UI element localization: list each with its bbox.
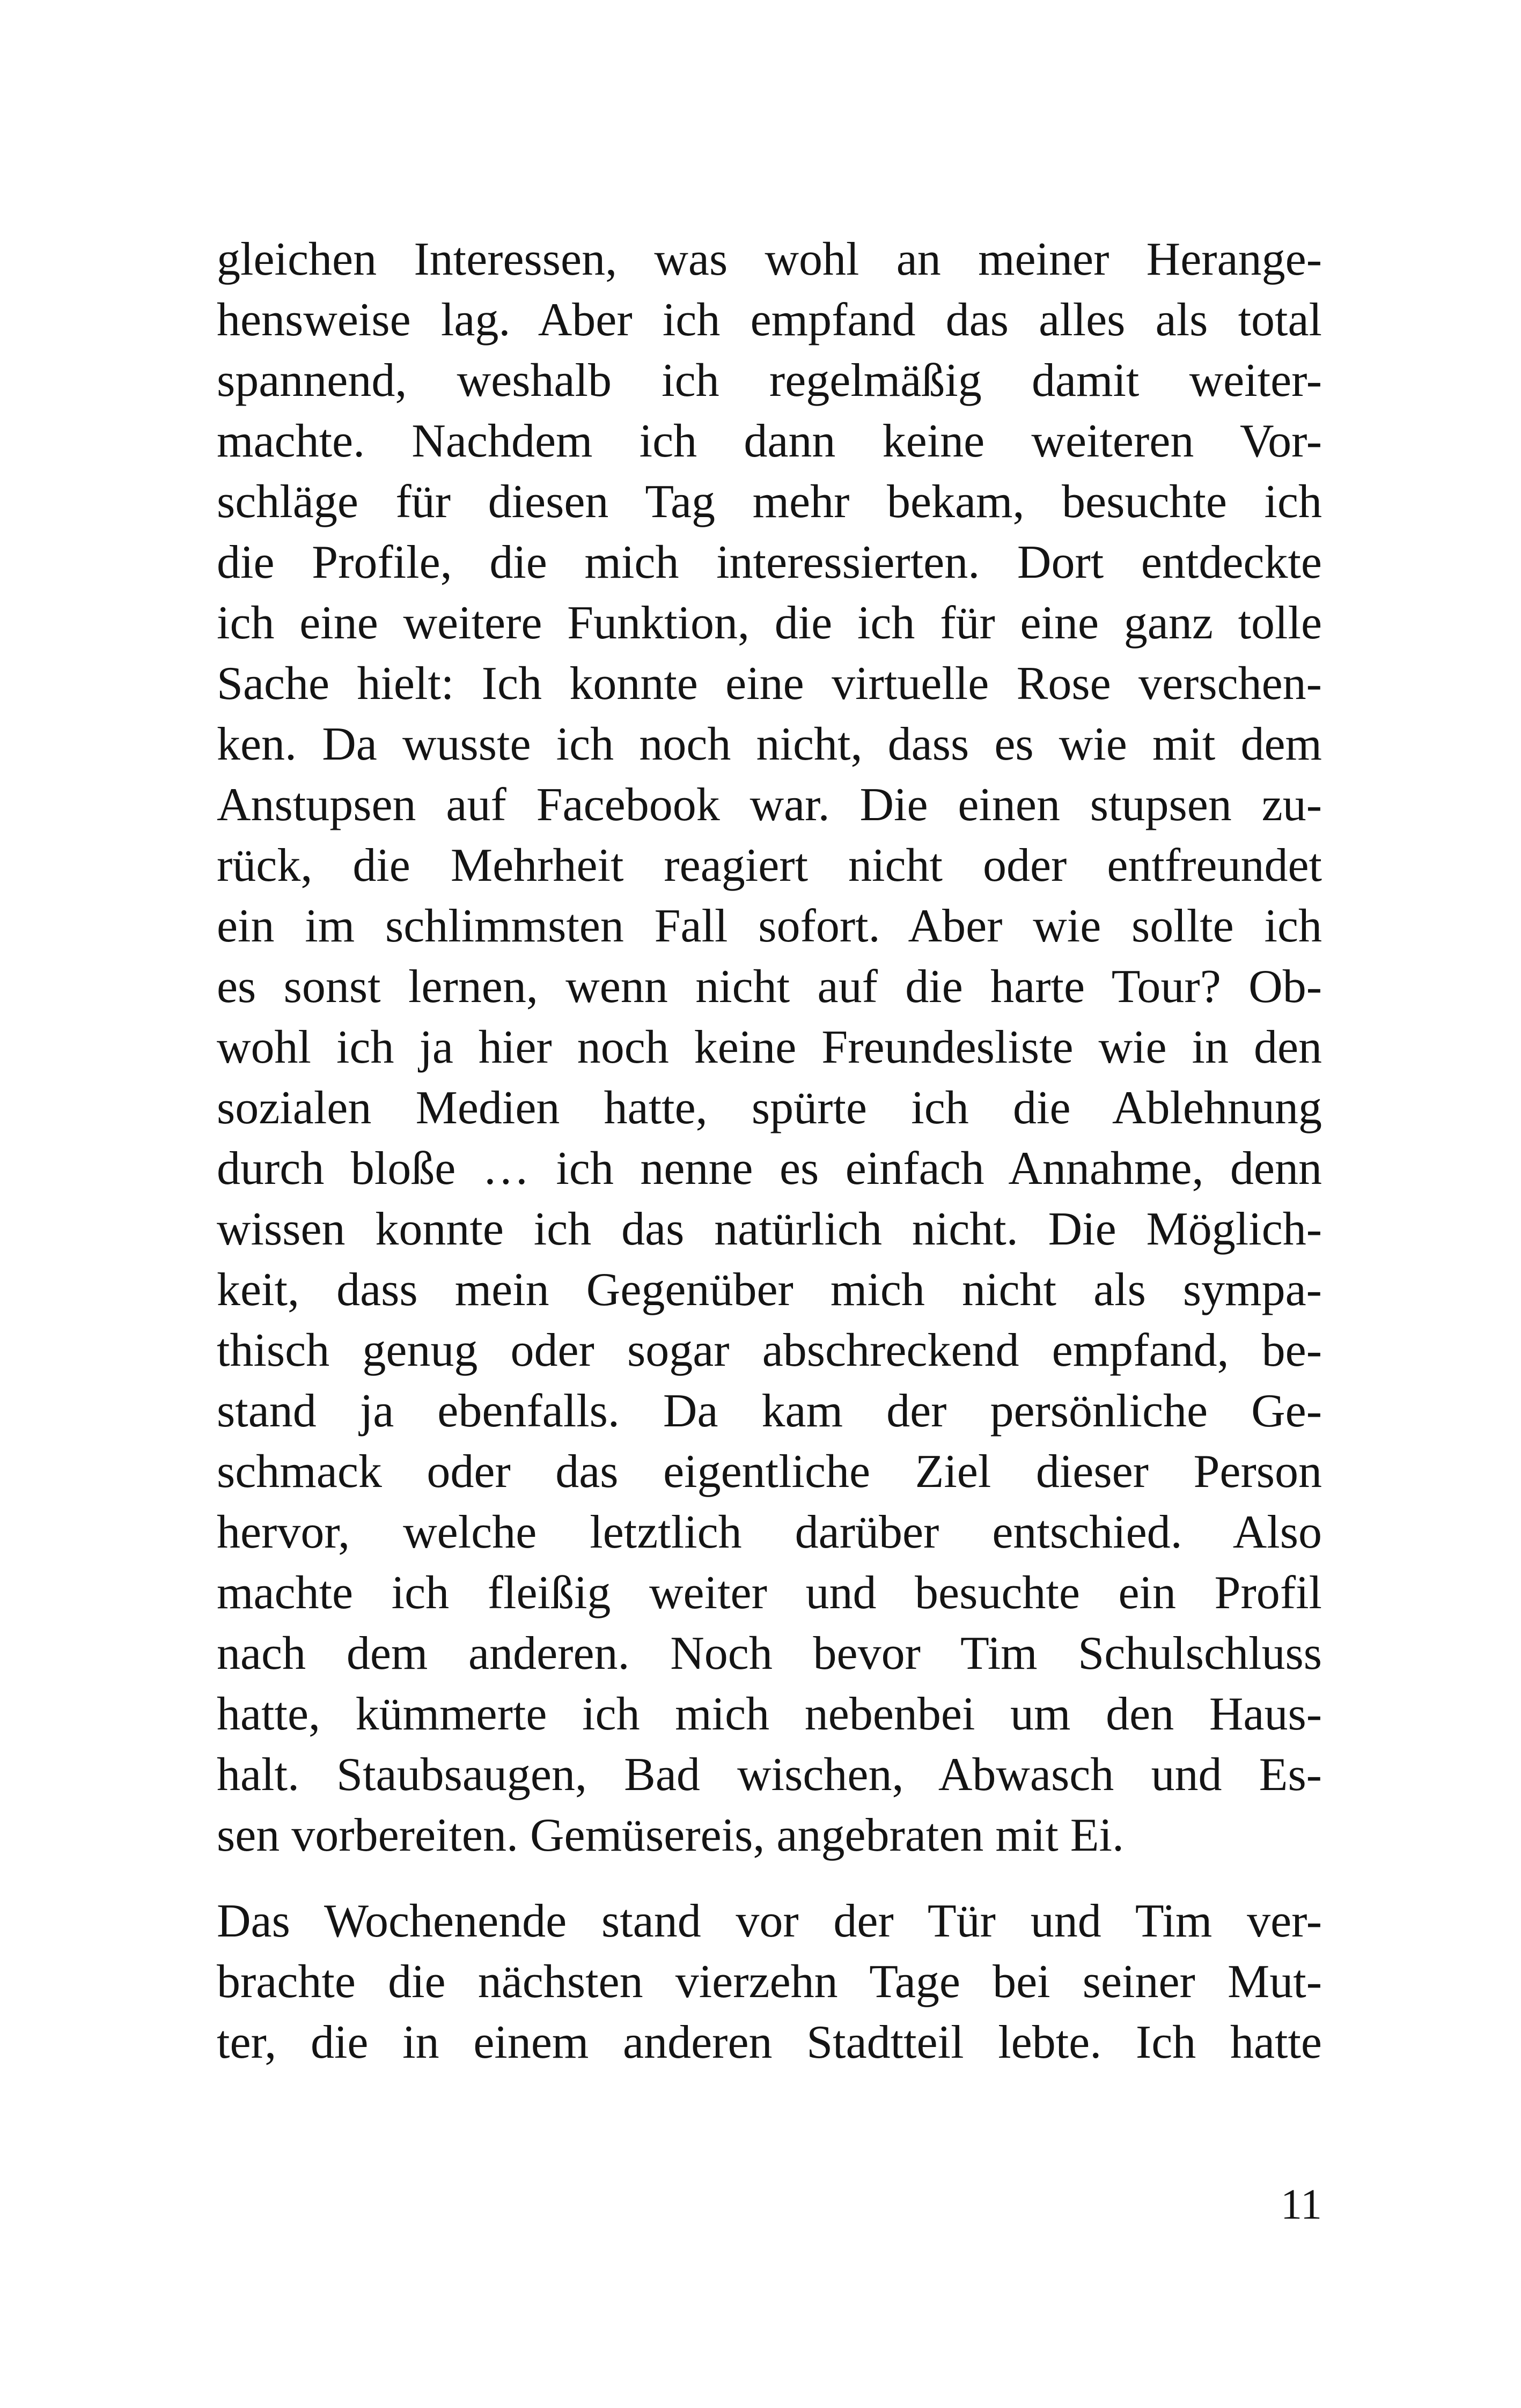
text-line: durch bloße … ich nenne es einfach Annahme, denn — [217, 1143, 1322, 1195]
text-line: rück, die Mehrheit reagiert nicht oder entfreundet — [217, 840, 1322, 892]
text-line: Sache hielt: Ich konnte eine virtuelle Rose verschen- — [217, 658, 1322, 710]
text-line: hervor, welche letztlich darüber entschied. Also — [217, 1506, 1322, 1558]
text-line: spannend, weshalb ich regelmäßig damit weiter- — [217, 355, 1322, 407]
text-line: ein im schlimmsten Fall sofort. Aber wie sollte ich — [217, 900, 1322, 952]
text-line: nach dem anderen. Noch bevor Tim Schulschluss — [217, 1628, 1322, 1680]
text-line: wohl ich ja hier noch keine Freundesliste wie in den — [217, 1021, 1322, 1073]
text-line: keit, dass mein Gegenüber mich nicht als sympa- — [217, 1264, 1322, 1316]
text-line: thisch genug oder sogar abschreckend empfand, be- — [217, 1324, 1322, 1376]
text-line: schmack oder das eigentliche Ziel dieser Person — [217, 1446, 1322, 1498]
text-line: halt. Staubsaugen, Bad wischen, Abwasch und Es- — [217, 1749, 1322, 1801]
text-line: ter, die in einem anderen Stadtteil lebte. Ich hatte — [217, 2016, 1322, 2068]
text-line: sozialen Medien hatte, spürte ich die Ablehnung — [217, 1082, 1322, 1134]
text-line: wissen konnte ich das natürlich nicht. Die Möglich- — [217, 1203, 1322, 1255]
text-line: hensweise lag. Aber ich empfand das alles als total — [217, 294, 1322, 346]
text-line: ken. Da wusste ich noch nicht, dass es wie mit dem — [217, 718, 1322, 770]
text-line: Anstupsen auf Facebook war. Die einen stupsen zu- — [217, 779, 1322, 831]
text-line: gleichen Interessen, was wohl an meiner Herange- — [217, 233, 1322, 285]
text-line: machte ich fleißig weiter und besuchte ein Profil — [217, 1567, 1322, 1619]
text-line: machte. Nachdem ich dann keine weiteren Vor- — [217, 415, 1322, 467]
text-line: stand ja ebenfalls. Da kam der persönliche Ge- — [217, 1385, 1322, 1437]
text-line: die Profile, die mich interessierten. Dort entdeckte — [217, 536, 1322, 588]
text-line: ich eine weitere Funktion, die ich für eine ganz tolle — [217, 597, 1322, 649]
page-number: 11 — [1280, 2181, 1322, 2228]
text-line: Das Wochenende stand vor der Tür und Tim ver- — [217, 1895, 1322, 1947]
text-line: es sonst lernen, wenn nicht auf die harte Tour? Ob- — [217, 961, 1322, 1013]
text-line: brachte die nächsten vierzehn Tage bei seiner Mut- — [217, 1956, 1322, 2008]
text-line: sen vorbereiten. Gemüsereis, angebraten mit Ei. — [217, 1809, 1124, 1861]
text-line: hatte, kümmerte ich mich nebenbei um den Haus- — [217, 1688, 1322, 1740]
text-line: schläge für diesen Tag mehr bekam, besuchte ich — [217, 476, 1322, 528]
